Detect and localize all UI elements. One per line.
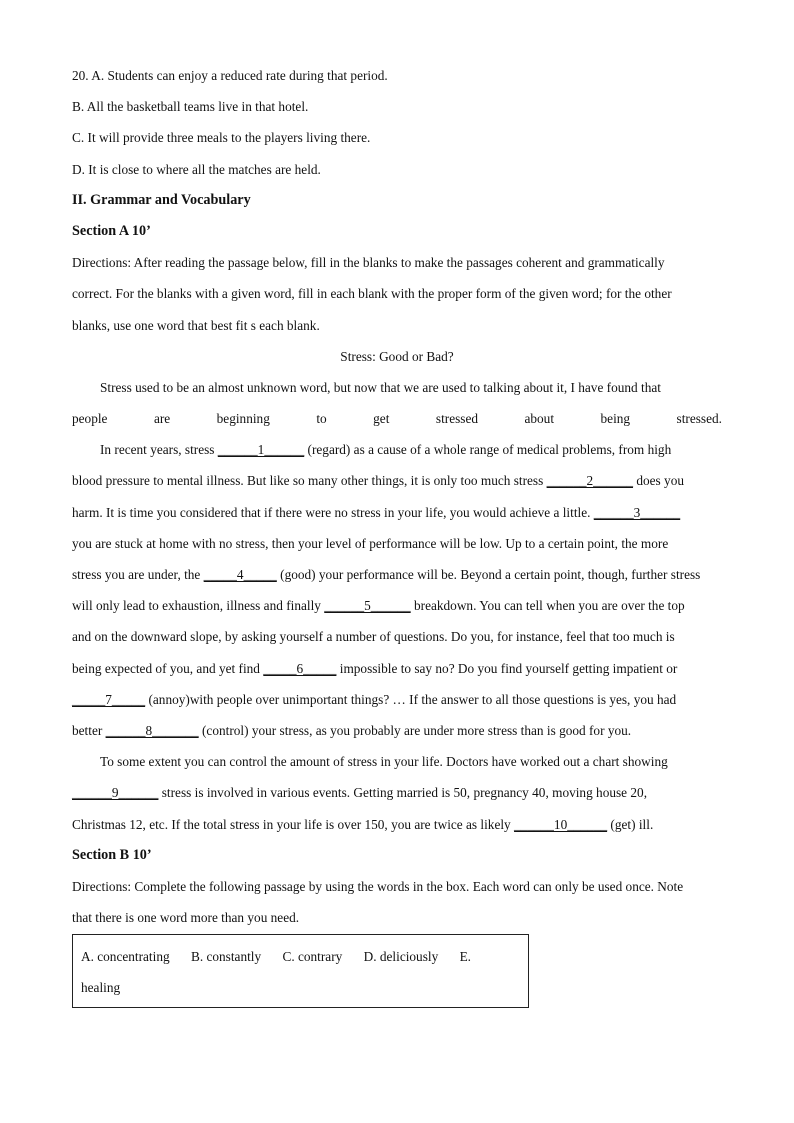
section-a-directions-line-3: blanks, use one word that best fit s each blank. <box>72 317 320 333</box>
paragraph-2-line-3 <box>72 497 722 528</box>
text-segment: impossible to say no? Do you find yourself getting impatient or <box>336 660 678 676</box>
option-20a: 20. A. Students can enjoy a reduced rate during that period. <box>72 68 388 83</box>
text-segment: (annoy)with people over unimportant things? … If the answer to all those questions is yes, you had <box>145 691 677 707</box>
paragraph-3-line-3 <box>72 809 722 840</box>
blank-7[interactable]: _____7_____ <box>72 691 146 707</box>
section-b-directions-line-1: Directions: Complete the following passage by using the words in the box. Each word can only be used once. Note <box>72 878 684 894</box>
blank-8[interactable]: ______8_______ <box>105 722 199 738</box>
paragraph-2-line-1 <box>72 434 722 465</box>
word: stressed <box>435 411 478 427</box>
blank-3[interactable]: ______3______ <box>593 504 681 520</box>
section-a-directions-line-1: Directions: After reading the passage below, fill in the blanks to make the passages coherent and grammatically <box>72 255 665 271</box>
blank-5[interactable]: ______5______ <box>324 598 411 614</box>
text-segment: stress is involved in various events. Getting married is 50, pregnancy 40, moving house 20, <box>158 785 648 801</box>
paragraph-3-line-1: To some extent you can control the amount of stress in your life. Doctors have worked out a chart showing <box>100 754 668 770</box>
text-segment: blood pressure to mental illness. But like so many other things, it is only too much stress <box>72 473 547 489</box>
paragraph-1-line-1: Stress used to be an almost unknown word, but now that we are used to talking about it, I have found that <box>100 379 661 395</box>
word: about <box>524 411 555 427</box>
paragraph-2-line-9 <box>72 684 722 715</box>
word-option-a: A. concentrating <box>81 949 170 964</box>
text-segment: does you <box>633 473 684 489</box>
section-a-directions-line-2: correct. For the blanks with a given word, fill in each blank with the proper form of the given word; for the other <box>72 286 672 302</box>
word: people <box>72 411 108 427</box>
text-segment: Christmas 12, etc. If the total stress in your life is over 150, you are twice as likely <box>72 816 515 832</box>
word: stressed. <box>676 411 722 427</box>
option-20d: D. It is close to where all the matches are held. <box>72 161 321 177</box>
passage-title: Stress: Good or Bad? <box>340 348 454 364</box>
blank-10[interactable]: ______10______ <box>514 816 608 832</box>
word: beginning <box>216 411 270 427</box>
paragraph-2-line-5 <box>72 559 722 590</box>
text-segment: (get) ill. <box>607 816 654 832</box>
word: are <box>153 411 171 427</box>
text-segment: (control) your stress, as you probably are under more stress than is good for you. <box>198 722 632 738</box>
word-option-b: B. constantly <box>190 949 262 964</box>
word-box-row-1 <box>81 941 520 972</box>
part-heading: II. Grammar and Vocabulary <box>72 191 251 208</box>
paragraph-2-line-7: and on the downward slope, by asking yourself a number of questions. Do you, for instance, feel that too much is <box>72 629 675 645</box>
paragraph-2-line-10 <box>72 715 722 746</box>
word-box <box>72 934 529 1008</box>
blank-1[interactable]: ______1______ <box>217 442 305 458</box>
text-segment: (regard) as a cause of a whole range of medical problems, from high <box>304 442 672 458</box>
paragraph-2-line-2 <box>72 465 722 496</box>
word: get <box>373 411 390 427</box>
text-segment: breakdown. You can tell when you are over the top <box>410 598 685 614</box>
text-segment: being expected of you, and yet find <box>72 660 264 676</box>
text-segment: (good) your performance will be. Beyond a certain point, though, further stress <box>276 567 701 582</box>
text-segment: will only lead to exhaustion, illness and finally <box>72 598 325 614</box>
text-segment: stress you are under, the <box>72 567 204 582</box>
word-option-d: D. deliciously <box>363 949 439 964</box>
option-20b: B. All the basketball teams live in that hotel. <box>72 99 309 115</box>
option-20c: C. It will provide three meals to the players living there. <box>72 130 371 146</box>
word-option-c: C. contrary <box>282 949 343 964</box>
paragraph-2-line-6 <box>72 590 722 621</box>
blank-9[interactable]: ______9______ <box>72 785 159 801</box>
word-box-row-2: healing <box>81 980 121 995</box>
blank-4[interactable]: _____4_____ <box>203 567 277 582</box>
section-a-heading: Section A 10’ <box>72 222 151 239</box>
section-b-directions-line-2: that there is one word more than you need. <box>72 910 300 926</box>
text-segment: better <box>72 722 106 738</box>
paragraph-2-line-4: you are stuck at home with no stress, then your level of performance will be low. Up to a certain point, the more <box>72 535 669 551</box>
blank-6[interactable]: _____6_____ <box>263 660 337 676</box>
text-segment: In recent years, stress <box>100 442 218 458</box>
document-page <box>72 60 722 995</box>
paragraph-1-line-2 <box>72 403 722 434</box>
section-b-heading: Section B 10’ <box>72 846 152 863</box>
word-option-e-label: E. <box>459 949 472 964</box>
word: being <box>600 411 631 427</box>
paragraph-2-line-8 <box>72 653 722 684</box>
text-segment: harm. It is time you considered that if there were no stress in your life, you would achieve a little. <box>72 504 594 520</box>
blank-2[interactable]: ______2______ <box>546 473 634 489</box>
word: to <box>316 411 327 427</box>
paragraph-3-line-2 <box>72 777 722 808</box>
